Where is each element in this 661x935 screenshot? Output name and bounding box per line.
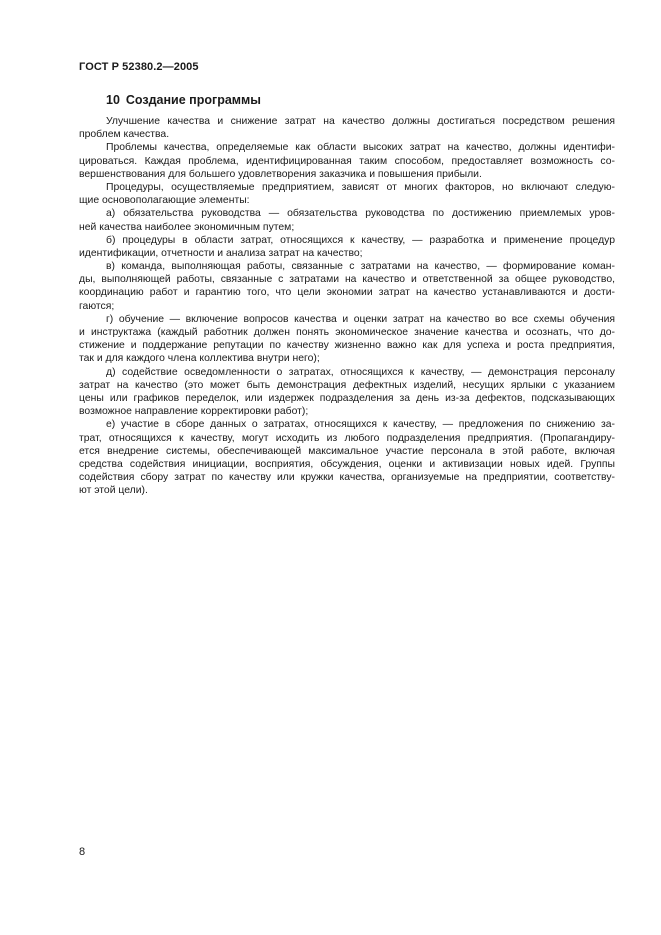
text-line: стижение и поддержание репутации по качеству жизненно важно как для успеха и роста предприятия, [79,340,615,352]
text-line: цироваться. Каждая проблема, идентифицированная таким способом, предоставляет возможность со- [79,155,615,167]
section-body [79,115,615,497]
text-line: г) обучение — включение вопросов качества и оценки затрат на качество во все схемы обучения [106,313,615,325]
text-line: Проблемы качества, определяемые как области высоких затрат на качество, должны идентифи- [106,142,615,154]
standard-header: ГОСТ Р 52380.2—2005 [79,61,199,73]
text-line: щие основополагающие элементы: [79,195,250,207]
text-line: б) процедуры в области затрат, относящихся к качеству, — разработка и применение процедур [106,234,615,246]
text-line: содействия сбору затрат по качеству или кружки качества, организуемые на предприятии, соответству- [79,472,615,484]
text-line: ды, выполняющей работы, связанные с затратами на качество и ответственной за общее руководство, [79,274,615,286]
text-line: затрат на качество (это может быть демонстрация дефектных изделий, несущих ярлыки с указанием [79,379,615,391]
text-line: трат, относящихся к качеству, могут исходить из любого подразделения предприятия. (Пропагандиру- [79,432,615,444]
text-line: проблем качества. [79,129,170,141]
text-line: Улучшение качества и снижение затрат на качество должны достигаться посредством решения [106,116,615,127]
text-line: ней качества наиболее экономичным путем; [79,221,295,233]
text-line: средства содействия инициации, восприятия, обсуждения, оценки и активизации новых идей. Группы [79,458,615,470]
text-line: д) содействие осведомленности о затратах, относящихся к качеству, — демонстрация персоналу [106,366,615,378]
text-line: вершенствования для большего удовлетворения заказчика и повышения прибыли. [79,168,482,180]
section-number: 10 [106,93,120,107]
text-line: в) команда, выполняющая работы, связанные с затратами на качество, — формирование коман- [106,261,615,273]
text-line: идентификации, отчетности и анализа затрат на качество; [79,247,363,259]
text-line: гаются; [79,300,115,312]
text-line: и инструктажа (каждый работник должен понять экономическое значение качества и осознать, что до- [79,327,615,338]
text-line: ют этой цели). [79,485,148,497]
page-number: 8 [79,846,86,858]
text-line: а) обязательства руководства — обязательства руководства по достижению приемлемых уров- [106,208,615,220]
text-line: возможное направление корректировки работ); [79,406,309,418]
section-heading [106,93,261,107]
text-line: так и для каждого члена коллектива внутри него); [79,353,320,365]
text-line: ется внедрение системы, обеспечивающей максимальное участие персонала в этой работе, включая [79,445,615,457]
section-title: Создание программы [125,93,261,107]
text-line: координацию работ и гарантию того, что цели экономии затрат на качество устанавливаются и дости- [79,287,615,299]
text-line: е) участие в сборе данных о затратах, относящихся к качеству, — предложения по снижению за- [106,419,615,431]
text-line: цены или графиков переделок, или издержек подразделения за день из-за дефектов, подсказывающих [79,392,615,404]
text-line: Процедуры, осуществляемые предприятием, зависят от многих факторов, но включают следую- [106,181,615,193]
